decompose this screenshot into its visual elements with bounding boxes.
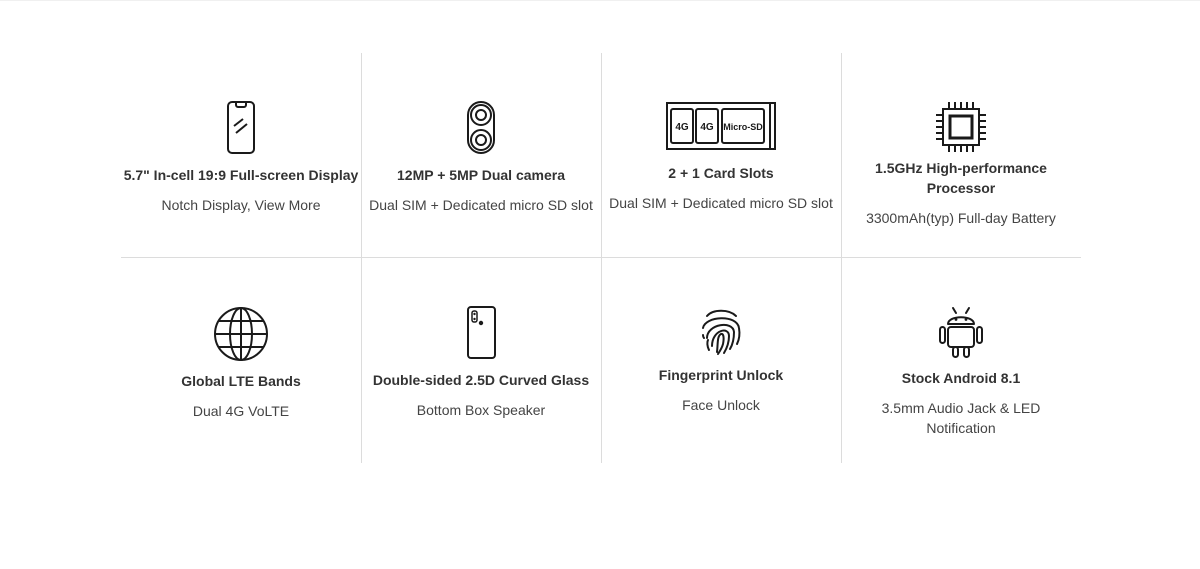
feature-display bbox=[121, 101, 361, 215]
feature-description: Dual 4G VoLTE bbox=[192, 403, 290, 419]
feature-description: Dual SIM + Dedicated micro SD slot bbox=[609, 195, 833, 211]
globe-icon bbox=[213, 306, 269, 362]
feature-title: 12MP + 5MP Dual camera bbox=[397, 167, 565, 183]
dual-camera-icon bbox=[461, 101, 501, 155]
card-tray-icon bbox=[665, 101, 777, 153]
feature-lte bbox=[121, 306, 361, 421]
feature-title: 5.7" In-cell 19:9 Full-screen Display bbox=[123, 167, 359, 183]
feature-title: 1.5GHz High-performance Processor bbox=[875, 160, 1047, 196]
feature-glass bbox=[361, 306, 601, 420]
feature-title: Double-sided 2.5D Curved Glass bbox=[372, 372, 590, 388]
feature-processor bbox=[841, 101, 1081, 228]
feature-description: 3.5mm Audio Jack & LED Notification bbox=[881, 400, 1041, 436]
android-robot-icon bbox=[938, 306, 984, 358]
feature-description: Face Unlock bbox=[682, 397, 760, 413]
feature-camera bbox=[361, 101, 601, 215]
tray-label: 4G bbox=[700, 122, 714, 133]
feature-title: Stock Android 8.1 bbox=[901, 370, 1021, 386]
feature-fingerprint bbox=[601, 306, 841, 415]
feature-description: Bottom Box Speaker bbox=[416, 402, 546, 418]
processor-chip-icon bbox=[935, 101, 987, 153]
feature-description: Notch Display, View More bbox=[161, 197, 321, 213]
feature-description: Dual SIM + Dedicated micro SD slot bbox=[369, 197, 593, 213]
fingerprint-icon bbox=[699, 306, 743, 356]
feature-android bbox=[841, 306, 1081, 438]
tray-label: 4G bbox=[675, 122, 689, 133]
phone-back-icon bbox=[461, 306, 501, 360]
feature-grid bbox=[121, 53, 1081, 463]
feature-card-slots bbox=[601, 101, 841, 213]
feature-description: 3300mAh(typ) Full-day Battery bbox=[866, 210, 1056, 226]
feature-title: 2 + 1 Card Slots bbox=[668, 165, 774, 181]
tray-label: Micro-SD bbox=[723, 122, 763, 132]
feature-title: Global LTE Bands bbox=[181, 373, 301, 389]
phone-notch-icon bbox=[221, 101, 261, 155]
feature-title: Fingerprint Unlock bbox=[658, 367, 784, 383]
top-divider bbox=[0, 0, 1200, 1]
